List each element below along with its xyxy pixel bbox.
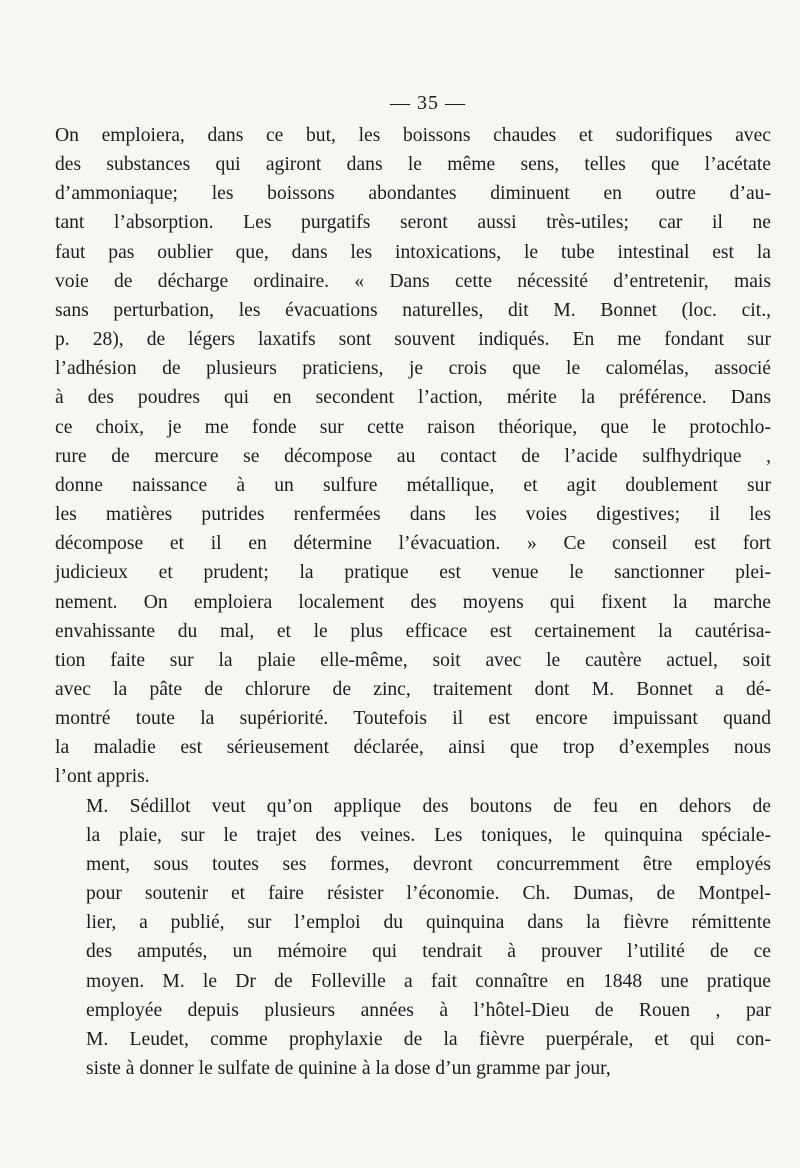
text-line: avec la pâte de chlorure de zinc, traitement dont M. Bonnet a dé- bbox=[55, 678, 771, 700]
text-line: tant l’absorption. Les purgatifs seront aussi très-utiles; car il ne bbox=[55, 212, 771, 234]
text-line: des amputés, un mémoire qui tendrait à prouver l’utilité de ce bbox=[86, 941, 771, 963]
text-line: ment, sous toutes ses formes, devront concurremment être employés bbox=[86, 853, 771, 875]
page-number: — 35 — bbox=[390, 92, 466, 114]
text-line: des substances qui agiront dans le même sens, telles que l’acétate bbox=[55, 154, 771, 176]
text-line: l’ont appris. bbox=[55, 766, 150, 788]
text-line: les matières putrides renfermées dans les voies digestives; il les bbox=[55, 504, 771, 526]
paragraph bbox=[55, 121, 771, 792]
text-line: employée depuis plusieurs années à l’hôtel-Dieu de Rouen , par bbox=[86, 999, 771, 1021]
text-line: rure de mercure se décompose au contact de l’acide sulfhydrique , bbox=[55, 445, 771, 467]
text-line: M. Leudet, comme prophylaxie de la fièvre puerpérale, et qui con- bbox=[86, 1028, 771, 1050]
text-line: ce choix, je me fonde sur cette raison théorique, que le protochlo- bbox=[55, 416, 771, 438]
text-line: nement. On emploiera localement des moyens qui fixent la marche bbox=[55, 591, 771, 613]
text-line: M. Sédillot veut qu’on applique des boutons de feu en dehors de bbox=[86, 795, 771, 817]
text-line: siste à donner le sulfate de quinine à la dose d’un gramme par jour, bbox=[86, 1058, 611, 1079]
text-line: judicieux et prudent; la pratique est venue le sanctionner plei- bbox=[55, 562, 771, 584]
text-line: à des poudres qui en secondent l’action, mérite la préférence. Dans bbox=[55, 387, 771, 409]
text-line: lier, a publié, sur l’emploi du quinquina dans la fièvre rémittente bbox=[86, 912, 771, 934]
text-line: envahissante du mal, et le plus efficace est certainement la cautérisa- bbox=[55, 620, 771, 642]
text-line: la maladie est sérieusement déclarée, ainsi que trop d’exemples nous bbox=[55, 737, 771, 759]
text-line: donne naissance à un sulfure métallique, et agit doublement sur bbox=[55, 474, 771, 496]
text-line: On emploiera, dans ce but, les boissons chaudes et sudorifiques avec bbox=[55, 125, 771, 146]
text-line: voie de décharge ordinaire. « Dans cette nécessité d’entretenir, mais bbox=[55, 270, 771, 292]
text-line: pour soutenir et faire résister l’économie. Ch. Dumas, de Montpel- bbox=[86, 883, 771, 905]
text-line: sans perturbation, les évacuations naturelles, dit M. Bonnet (loc. cit., bbox=[55, 299, 771, 321]
body-text bbox=[55, 121, 771, 1083]
text-line: décompose et il en détermine l’évacuation. » Ce conseil est fort bbox=[55, 533, 771, 555]
text-line: d’ammoniaque; les boissons abondantes diminuent en outre d’au- bbox=[55, 183, 771, 205]
text-line: p. 28), de légers laxatifs sont souvent indiqués. En me fondant sur bbox=[55, 329, 771, 351]
paragraph bbox=[55, 792, 771, 1084]
text-line: moyen. M. le Dr de Folleville a fait connaître en 1848 une pratique bbox=[86, 970, 771, 992]
text-line: montré toute la supériorité. Toutefois il est encore impuissant quand bbox=[55, 708, 771, 730]
document-page bbox=[55, 92, 771, 1083]
text-line: l’adhésion de plusieurs praticiens, je crois que le calomélas, associé bbox=[55, 358, 771, 380]
text-line: tion faite sur la plaie elle-même, soit avec le cautère actuel, soit bbox=[55, 649, 771, 671]
text-line: la plaie, sur le trajet des veines. Les toniques, le quinquina spéciale- bbox=[86, 824, 771, 846]
text-line: faut pas oublier que, dans les intoxications, le tube intestinal est la bbox=[55, 241, 771, 263]
